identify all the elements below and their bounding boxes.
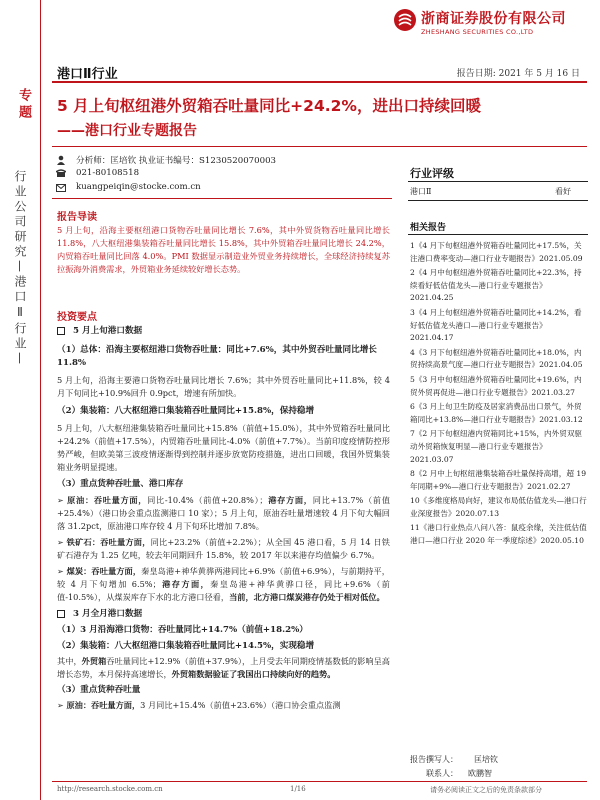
rating-heading: 行业评级 [410,167,454,180]
points-heading: 投资要点 [57,312,97,323]
section-1-2-title: （2）集装箱：八大枢纽港口集装箱吞吐量同比+15.8%，保持稳增 [57,406,315,416]
rating-divider-bottom [408,200,588,201]
related-report-item[interactable]: 2《4 月中旬枢纽港外贸箱吞吐量同比+22.3%，持续看好低估值龙头—港口行业专题报告》2021.04.25 [410,268,582,303]
related-report-item[interactable]: 8《2 月中上旬枢纽港集装箱吞吐量保持高增，超 19 年同期+9%—港口行业专题报告》2021.02.27 [410,469,587,491]
person-icon [56,155,66,165]
industry-title: 港口Ⅱ行业 [57,67,118,82]
related-divider [408,234,588,235]
footer-divider [52,781,587,782]
analyst-email[interactable]: kuangpeiqin@stocke.com.cn [76,182,201,192]
related-report-item[interactable]: 4《3 月下旬枢纽港外贸箱吞吐量同比+18.0%，内贸持续高景气度—港口行业专题报告》2021.04.05 [410,347,583,370]
section-2-1-title: （1）3 月沿海港口货物：吞吐量同比+14.7%（前值+18.2%） [57,625,308,635]
contact2-line: 联系人： 欧鹏智 [426,769,492,778]
guide-text: 5 月上旬，沿海主要枢纽港口货物吞吐量同比增长 7.6%，其中外贸货物吞吐量同比增长 11.8%，八大枢纽港集装箱吞吐量同比增长 15.8%，其中外贸箱吞吐量同比增长 24.2%，内贸箱吞吐量同比回落 4.0%。PMI 数据显示制造业外贸业务持续增长，全球经济持续复苏拉振海外消费需求，外贸箱业务延续较好增长态势。 [57,225,390,274]
page-subtitle: ——港口行业专题报告 [57,123,197,139]
diamond-bullet-icon: ➢ [57,537,67,547]
header-divider [52,81,587,83]
diamond-bullet-icon: ➢ [57,566,67,576]
related-report-item[interactable]: 5《3 月中旬枢纽港外贸箱吞吐量同比+19.6%，内贸外贸再促进—港口行业专题报告》2021.03.27 [410,374,582,397]
report-date: 报告日期: 2021 年 5 月 16 日 [456,69,580,79]
section-1-1-text: 5 月上旬，沿海主要港口货物吞吐量同比增长 7.6%；其中外贸吞吐量同比+11.8%，较 4 月下旬同比+10.9%回升 0.9pct，增速有所加快。 [57,375,390,398]
guide-heading: 报告导读 [57,212,97,223]
related-report-item[interactable]: 7《2 月下旬枢纽港内贸箱同比+15%，内外贸双驱动外贸箱恢复明显—港口行业专题报告》2021.03.07 [410,429,583,464]
sidebar-label: 行业公司研究—港口Ⅱ行业— [13,170,27,367]
section-2-2-title: （2）集装箱：八大枢纽港口集装箱吞吐量同比+14.5%，实现稳增 [57,641,315,651]
main-column [57,325,390,712]
section-1-2-text: 5 月上旬，八大枢纽港集装箱吞吐量同比+15.8%（前值+15.0%），其中外贸箱吞吐量同比+24.2%（前值+17.5%），内贸箱吞吐量同比-4.0%（前值+7.7%）。当前印度疫情防控形势严峻，但欧美第三波疫情逐渐得到控制并逐步放宽防疫措施，进出口回暖，我国外贸集装箱业务明显提速。 [57,423,390,472]
crude-oil-march-item: ➢ 原油：吞吐量方面，3 月同比+15.4%（前值+23.6%）（港口协会重点监测 [57,700,341,710]
footer-page-number: 1/16 [290,785,306,793]
section-2-2-text: 其中，外贸箱吞吐量同比+12.9%（前值+37.9%），上月受去年同期疫情基数低的影响呈高增长态势，本月保持高速增长，外贸箱数据验证了我国出口持续向好的趋势。 [57,656,390,679]
section-1-1-title: （1）总体：沿海主要枢纽港口货物吞吐量：同比+7.6%，其中外贸吞吐量同比增长 11.8% [57,345,377,368]
analyst-phone: 021-80108518 [76,168,140,178]
related-list [410,240,588,550]
diamond-bullet-icon: ➢ [57,495,68,505]
company-logo-icon [393,8,417,32]
coal-item: ➢ 煤炭：吞吐量方面，秦皇岛港+神华黄骅两港同比+6.9%（前值+6.9%），与前期持平，较 4 月下旬增加 6.5%；港存方面，秦皇岛港+神华黄骅口径，同比+9.6%（前值-10.5%），从煤炭库存下水的北方港口径看，当前，北方港口煤炭港存仍处于相对低位。 [57,566,390,602]
related-report-item[interactable]: 3《4 月上旬枢纽港外贸箱吞吐量同比+14.2%，看好低估值龙头港口—港口行业专题报告》2021.04.17 [410,307,582,343]
footer-url[interactable]: http://research.stocke.com.cn [57,785,163,793]
square-bullet-icon [57,327,65,335]
diamond-bullet-icon: ➢ [57,700,67,710]
sidebar-tag: 专题 [16,88,31,122]
rating-divider-top [408,181,588,182]
rating-value: 看好 [555,187,571,196]
analyst-name: 分析师：匡培钦 执业证书编号：S1230520070003 [76,156,277,166]
company-name-cn: 浙商证券股份有限公司 [421,11,566,27]
footer-disclaimer: 请务必阅读正文之后的免责条款部分 [430,786,542,794]
related-heading: 相关报告 [410,223,447,233]
iron-ore-item: ➢ 铁矿石：吞吐量方面，同比+23.2%（前值+2.2%）；从全国 45 港口看，5 月 14 日铁矿石港存为 1.25 亿吨，较去年同期回升 15.8%，较 2017 年以来港存均值偏少 6.7%。 [57,537,390,560]
section-2-3-title: （3）重点货种吞吐量 [57,685,141,695]
related-report-item[interactable]: 11《港口行业热点八问八答：鼠疫余缘，关注低估值港口—港口行业 2020 年一季度综述》2020.05.10 [410,523,587,546]
title-divider [52,146,587,147]
company-name-en: ZHESHANG SECURITIES CO.,LTD [421,28,534,36]
square-bullet-icon [57,610,65,618]
related-report-item[interactable]: 1《4 月下旬枢纽港外贸箱吞吐量同比+17.5%，关注港口费率变动—港口行业专题报告》2021.05.09 [410,241,583,263]
related-report-item[interactable]: 6《3 月上旬卫生防疫及居家消费品出口景气，外贸箱同比+13.8%—港口行业专题报告》2021.03.12 [410,402,583,424]
analyst-divider [52,198,392,199]
section-2-title: 3 月全月港口数据 [57,608,390,621]
rating-industry: 港口Ⅱ [410,187,432,196]
phone-icon [56,169,66,178]
contact-line: 报告撰写人： 匡培钦 [410,755,498,764]
section-1-3-title: （3）重点货种吞吐量、港口库存 [57,479,184,489]
related-report-item[interactable]: 10《多维度格局向好，建议布局低估值龙头—港口行业深度报告》2020.07.13 [410,496,587,518]
email-icon [56,184,66,192]
page-title: 5 月上旬枢纽港外贸箱吞吐量同比+24.2%，进出口持续回暖 [57,97,481,115]
crude-oil-item: ➢ 原油：吞吐量方面，同比-10.4%（前值+20.8%）；港存方面，同比+13.7%（前值+25.4%）（港口协会重点监测港口 10 家）；5 月上旬，原油吞吐量增速较 4 月下旬大幅回落 31.2pct，原油港口库存较 4 月下旬环比增加 7.8%。 [57,495,390,531]
section-1-title: 5 月上旬港口数据 [57,325,390,338]
